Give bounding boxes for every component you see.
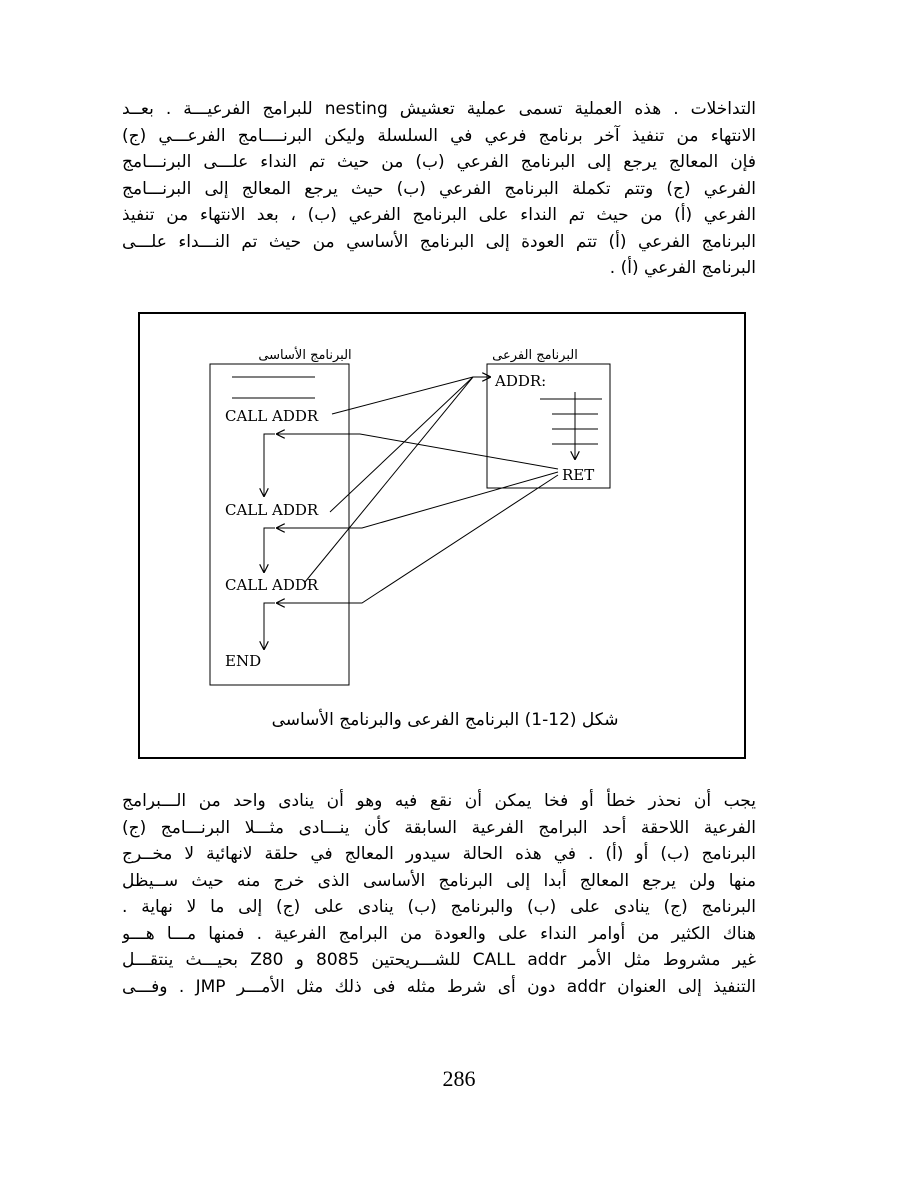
text-line: غير مشروط مثل الأمر CALL addr للشـــريحتين 8085 و Z80 بحيـــث ينتقـــل <box>122 950 756 970</box>
text-line: البرنامج (ب) أو (أ) . في هذه الحالة سيدور المعالج في حلقة لانهائية لا مخــرج <box>122 844 756 864</box>
call-arrow-2 <box>330 377 473 512</box>
call-addr-2: CALL ADDR <box>225 501 319 519</box>
call-arrow-3 <box>305 377 473 582</box>
addr-label: ADDR: <box>495 372 547 390</box>
text-line: التداخلات . هذه العملية تسمى عملية تعشيش nesting للبرامج الفرعيـــة . بعــد <box>122 99 756 119</box>
text-line: البرنامج الفرعي (أ) . <box>609 258 756 278</box>
text-line: يجب أن نحذر خطأ أو فخا يمكن أن نقع فيه وهو أن ينادى واحد من الـــبرامج <box>122 791 756 811</box>
call-addr-1: CALL ADDR <box>225 407 319 425</box>
text-line: الفرعية اللاحقة أحد البرامج الفرعية السابقة كأن ينـــادى مثـــلا البرنـــامج (ج) <box>122 817 756 838</box>
text-line: التنفيذ إلى العنوان addr دون أى شرط مثله فى ذلك مثل الأمـــر JMP . وفـــى <box>122 976 756 997</box>
subroutine-diagram <box>140 314 744 757</box>
text-line: هناك الكثير من أوامر النداء على والعودة من البرامج الفرعية . فمنها مـــا هـــو <box>122 923 756 944</box>
text-line: الفرعي (أ) من حيث تم النداء على البرنامج الفرعي (ب) ، بعد الانتهاء من تنفيذ <box>122 205 756 225</box>
text-line: فإن المعالج يرجع إلى البرنامج الفرعي (ب) من حيث تم النداء علـــى البرنـــامج <box>122 152 756 172</box>
text-line: منها ولن يرجع المعالج أبدا إلى البرنامج الأساسى الذى خرج منه حيث ســيظل <box>122 870 756 891</box>
flow-arrow-2 <box>264 528 275 572</box>
main-program-title: البرنامج الأساسى <box>258 348 352 363</box>
text-line: الانتهاء من تنفيذ آخر برنامج فرعي في السلسلة وليكن البرنــــامج الفرعـــي (ج) <box>122 125 756 146</box>
return-arrow-2 <box>277 472 558 528</box>
paragraph-2 <box>122 788 756 1000</box>
end-label: END <box>225 652 262 670</box>
paragraph-1 <box>122 96 756 282</box>
subroutine-title: البرنامج الفرعى <box>492 348 578 363</box>
call-addr-3: CALL ADDR <box>225 576 319 594</box>
return-arrow-1 <box>277 434 558 469</box>
text-line: البرنامج (ج) ينادى على (ب) والبرنامج (ب) ينادى على (ج) إلى ما لا نهاية . <box>122 897 756 917</box>
call-arrow-1 <box>332 377 473 414</box>
text-line: الفرعي (ج) وتتم تكملة البرنامج الفرعي (ب) حيث يرجع المعالج إلى البرنـــامج <box>122 178 756 199</box>
figure-frame <box>138 312 746 759</box>
return-arrow-3 <box>277 475 558 603</box>
figure-caption: شكل (12-1) البرنامج الفرعى والبرنامج الأساسى <box>271 710 619 730</box>
text-line: البرنامج الفرعي (أ) تتم العودة إلى البرنامج الأساسي من حيث تم النـــداء علـــى <box>122 231 756 252</box>
ret-label: RET <box>562 466 595 484</box>
flow-arrow-3 <box>264 603 275 649</box>
page-number: 286 <box>442 1066 476 1091</box>
flow-arrow-1 <box>264 434 275 496</box>
